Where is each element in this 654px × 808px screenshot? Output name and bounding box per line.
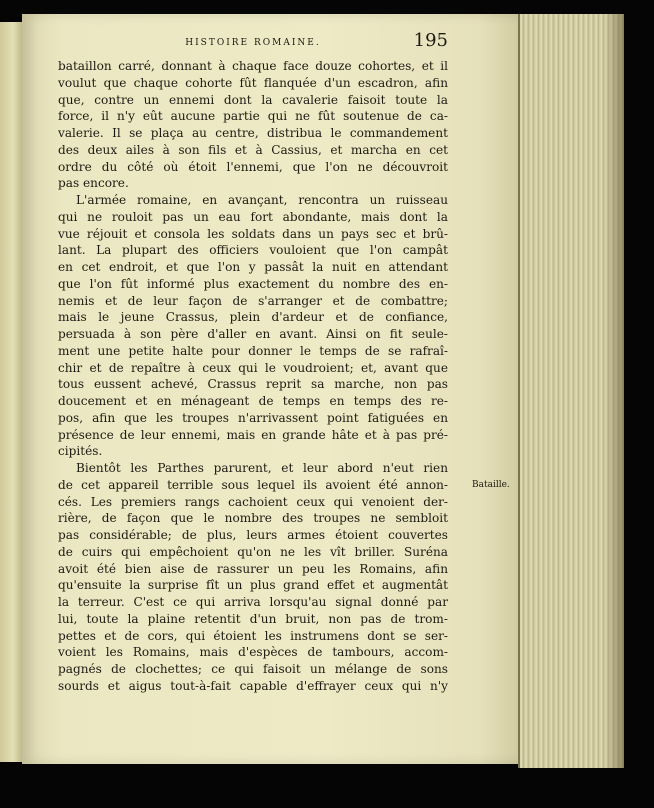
text-line: tous eussent achevé, Crassus reprit sa marche, non pas — [58, 377, 448, 392]
text-line: mais le jeune Crassus, plein d'ardeur et de confiance, — [58, 310, 448, 325]
text-line: de cuirs qui empêchoient qu'on ne les vît briller. Suréna — [58, 544, 448, 559]
text-line: sourds et aigus tout-à-fait capable d'effrayer ceux qui n'y — [58, 678, 448, 693]
text-line: pos, afin que les troupes n'arrivassent point fatiguées en — [58, 410, 448, 425]
text-line: bataillon carré, donnant à chaque face douze cohortes, et il — [58, 59, 448, 73]
text-line: force, il n'y eût aucune partie qui ne fût soutenue de ca- — [58, 109, 448, 124]
book-page — [22, 14, 518, 764]
text-line: de cet appareil terrible sous lequel ils avoient été annon- — [58, 477, 448, 492]
text-line: qu'ensuite la surprise fît un plus grand effet et augmentât — [58, 578, 448, 593]
text-block — [58, 24, 510, 695]
text-line: pagnés de clochettes; ce qui faisoit un mélange de sons — [58, 662, 448, 676]
text-line: nemis et de leur façon de s'arranger et de combattre; — [58, 293, 448, 308]
text-line: L'armée romaine, en avançant, rencontra un ruisseau — [76, 193, 448, 207]
page-header — [58, 24, 448, 58]
text-line: cés. Les premiers rangs cachoient ceux qui venoient der- — [58, 494, 448, 509]
text-line: qui ne rouloit pas un eau fort abondante, mais dont la — [58, 209, 448, 224]
text-line: avoit été bien aise de rassurer un peu les Romains, afin — [58, 561, 448, 576]
text-line: que l'on fût informé plus exactement du nombre des en- — [58, 276, 448, 291]
text-line: présence de leur ennemi, mais en grande hâte et à pas pré- — [58, 427, 448, 442]
marginal-note: Bataille. — [472, 480, 510, 490]
text-line: persuada à son père d'aller en avant. Ainsi on fit seule- — [58, 327, 448, 341]
text-line: des deux ailes à son fils et à Cassius, et marcha en cet — [58, 142, 448, 157]
text-line: pas encore. — [58, 176, 129, 191]
text-line: ment une petite halte pour donner le temps de se rafraî- — [58, 343, 448, 358]
text-line: pettes et de cors, qui étoient les instrumens dont se ser- — [58, 628, 448, 643]
text-line: voient les Romains, mais d'espèces de tambours, accom- — [58, 645, 448, 660]
text-line: en cet endroit, et que l'on y passât la nuit en attendant — [58, 260, 448, 274]
running-head: HISTOIRE ROMAINE. — [185, 38, 321, 48]
text-line: lant. La plupart des officiers vouloient que l'on campât — [58, 243, 448, 258]
text-line: valerie. Il se plaça au centre, distribua le commandement — [58, 126, 448, 140]
page-number: 195 — [413, 30, 448, 51]
text-line: vue réjouit et consola les soldats dans un pays sec et brû- — [58, 226, 448, 241]
text-line: pas considérable; de plus, leurs armes étoient couvertes — [58, 528, 448, 542]
text-line: que, contre un ennemi dont la cavalerie faisoit toute la — [58, 92, 448, 107]
text-line: doucement et en ménageant de temps en temps des re- — [58, 394, 448, 408]
page-stack-edge — [518, 14, 624, 768]
body-text — [58, 58, 448, 695]
left-page-edge — [0, 22, 23, 762]
text-line: lui, toute la plaine retentit d'un bruit, non pas de trom- — [58, 611, 448, 626]
text-line: rière, de façon que le nombre des troupes ne sembloit — [58, 511, 448, 526]
text-line: ordre du côté où étoit l'ennemi, que l'on ne découvroit — [58, 159, 448, 174]
text-line: cipités. — [58, 444, 103, 459]
text-line: voulut que chaque cohorte fût flanquée d'un escadron, afin — [58, 75, 448, 90]
text-line: chir et de repaître à ceux qui le voudroient; et, avant que — [58, 360, 448, 375]
text-line: la terreur. C'est ce qui arriva lorsqu'au signal donné par — [58, 595, 448, 609]
text-line: Bientôt les Parthes parurent, et leur abord n'eut rien — [76, 461, 448, 475]
